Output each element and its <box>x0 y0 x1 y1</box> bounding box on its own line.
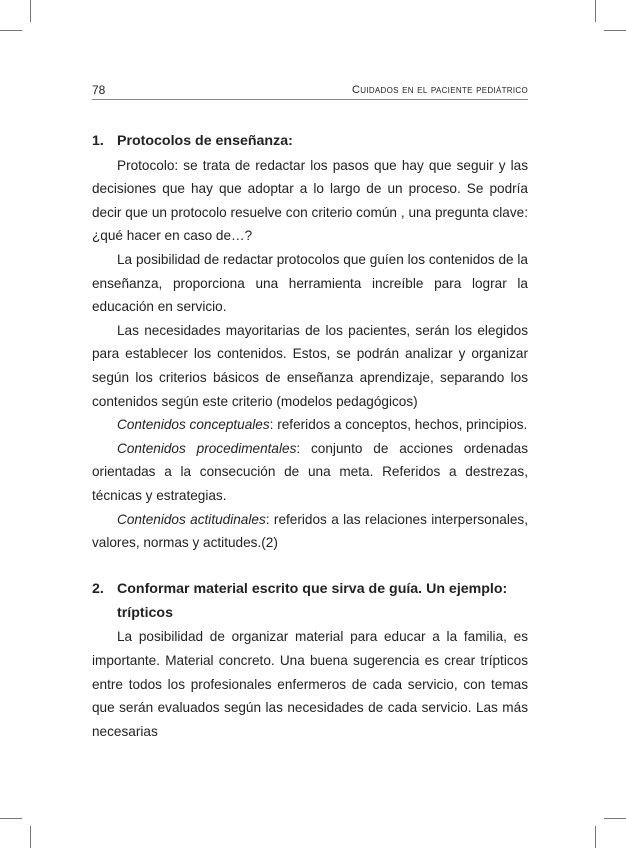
section-number: 2. <box>92 581 104 598</box>
section-heading <box>92 130 528 154</box>
section-heading <box>92 578 528 625</box>
content-type-item <box>92 508 528 555</box>
content-type-description: : conjunto de acciones ordenadas orientadas a la consecución de una meta. Referidos a destrezas, técnicas y estrategias. <box>92 440 528 503</box>
content-type-description: : referidos a las relaciones interpersonales, valores, normas y actitudes.(2) <box>92 511 529 551</box>
page-content <box>92 130 528 743</box>
content-type-item <box>92 437 528 508</box>
crop-mark <box>595 826 596 848</box>
content-type-item <box>92 413 528 437</box>
content-type-term: Contenidos procedimentales <box>117 440 297 456</box>
section-title: Protocolos de enseñanza: <box>117 133 293 149</box>
paragraph: La posibilidad de organizar material para educar a la familia, es importante. Material concreto. Una buena sugerencia es crear trípticos entre todos los profesionales enfermeros de cada servicio, con temas que serán evaluados según las necesidades de cada servicio. Las más necesarias <box>92 629 528 739</box>
paragraph: Protocolo: se trata de redactar los pasos que hay que seguir y las decisiones que hay que adoptar a lo largo de un proceso. Se podría decir que un protocolo resuelve con criterio común , una pregunta clave: ¿qué hacer en caso de…? <box>92 157 528 244</box>
page-number: 78 <box>92 83 106 97</box>
crop-mark <box>30 0 31 22</box>
crop-mark <box>0 818 22 819</box>
page-header <box>92 83 528 100</box>
running-title: Cuidados en el paciente pediátrico <box>351 84 528 96</box>
section-spacer <box>92 555 528 579</box>
section-title: Conformar material escrito que sirva de guía. Un ejemplo: trípticos <box>117 581 508 621</box>
content-type-term: Contenidos conceptuales <box>117 417 270 433</box>
section-number: 1. <box>92 133 104 149</box>
content-type-term: Contenidos actitudinales <box>117 511 266 527</box>
crop-mark <box>595 0 596 22</box>
crop-mark <box>604 30 626 31</box>
paragraph: Las necesidades mayoritarias de los pacientes, serán los elegidos para establecer los contenidos. Estos, se podrán analizar y organizar según los criterios básicos de enseñanza aprendizaje, separando los contenidos según este criterio (modelos pedagógicos) <box>92 322 528 409</box>
crop-mark <box>30 826 31 848</box>
crop-mark <box>0 30 22 31</box>
content-type-description: : referidos a conceptos, hechos, principios. <box>269 417 528 433</box>
paragraph: La posibilidad de redactar protocolos que guíen los contenidos de la enseñanza, proporciona una herramienta increíble para lograr la educación en servicio. <box>92 251 528 315</box>
crop-mark <box>604 818 626 819</box>
